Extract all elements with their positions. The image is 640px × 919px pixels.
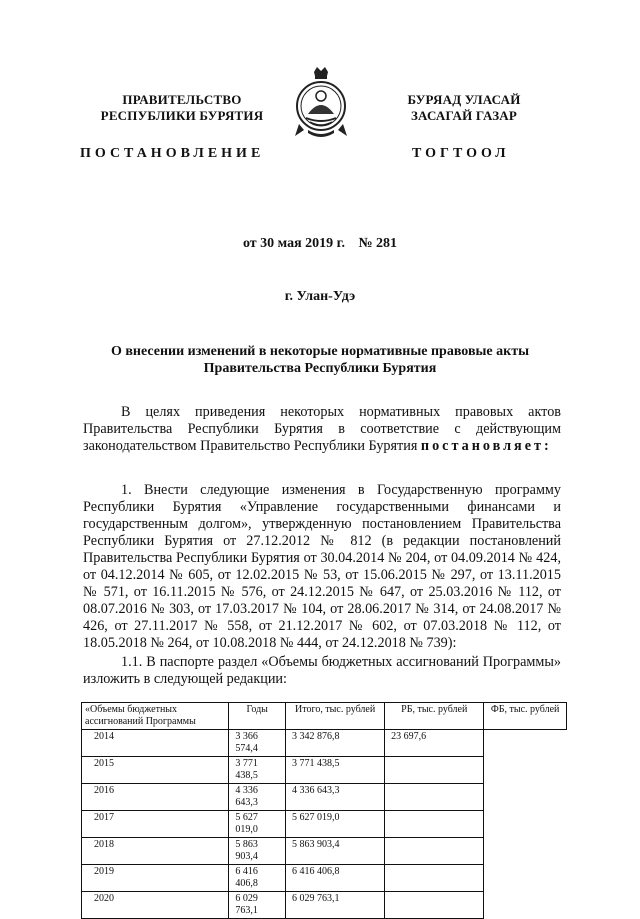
cell-fb <box>385 838 484 865</box>
table-row <box>82 865 567 892</box>
table-row <box>82 757 567 784</box>
table-row <box>82 811 567 838</box>
cell-year: 2017 <box>82 811 229 838</box>
paragraph-preamble-text: В целях приведения некоторых нормативных правовых актов Правительства Республики Бурятия в соответствие с действующим законодательством Правительство Республики Бурятия <box>83 404 561 454</box>
cell-rb: 3 771 438,5 <box>286 757 385 784</box>
coat-of-arms-icon <box>294 66 348 146</box>
header-right-line: ЗАСАГАЙ ГАЗАР <box>410 108 518 123</box>
resolution-keyword: постановляет: <box>420 438 552 454</box>
table-row <box>82 784 567 811</box>
cell-total: 5 863 903,4 <box>229 838 286 865</box>
cell-total: 6 416 406,8 <box>229 865 286 892</box>
header-right <box>366 92 562 124</box>
paragraph-preamble <box>83 404 561 455</box>
cell-fb <box>385 784 484 811</box>
cell-fb <box>385 757 484 784</box>
cell-total: 4 336 643,3 <box>229 784 286 811</box>
cell-year: 2016 <box>82 784 229 811</box>
table-label-cell: «Объемы бюджетных ассигнований Программы <box>82 703 229 730</box>
header-right-line: БУРЯАД УЛАСАЙ <box>407 92 521 107</box>
header-left-line: РЕСПУБЛИКИ БУРЯТИЯ <box>100 108 264 123</box>
cell-year: 2015 <box>82 757 229 784</box>
decree-date: от 30 мая 2019 г. <box>242 236 345 251</box>
header-total: Итого, тыс. рублей <box>286 703 385 730</box>
decree-date-line <box>0 236 640 252</box>
cell-total: 6 029 763,1 <box>229 892 286 919</box>
cell-year: 2019 <box>82 865 229 892</box>
city-name: г. Улан-Удэ <box>284 289 356 304</box>
cell-rb: 6 029 763,1 <box>286 892 385 919</box>
cell-fb <box>385 811 484 838</box>
decree-number: № 281 <box>358 236 398 251</box>
cell-rb: 5 863 903,4 <box>286 838 385 865</box>
header-left <box>92 92 272 124</box>
budget-table <box>81 702 567 919</box>
table-header-row <box>82 703 567 730</box>
header-fb: ФБ, тыс. рублей <box>484 703 567 730</box>
cell-year: 2018 <box>82 838 229 865</box>
cell-rb: 3 342 876,8 <box>286 730 385 757</box>
cell-total: 3 366 574,4 <box>229 730 286 757</box>
table-row <box>82 892 567 919</box>
document-title: О внесении изменений в некоторые нормативные правовые акты Правительства Республики Бурятия <box>110 344 530 376</box>
paragraph-item-1-1: 1.1. В паспорте раздел «Объемы бюджетных ассигнований Программы» изложить в следующей редакции: <box>83 654 561 687</box>
cell-rb: 5 627 019,0 <box>286 811 385 838</box>
table-row <box>82 730 567 757</box>
decree-title-ru: ПОСТАНОВЛЕНИЕ <box>80 146 265 161</box>
cell-fb: 23 697,6 <box>385 730 484 757</box>
header-left-line: ПРАВИТЕЛЬСТВО <box>122 92 242 107</box>
decree-title-bua: ТОГТООЛ <box>412 146 510 161</box>
header-rb: РБ, тыс. рублей <box>385 703 484 730</box>
cell-year: 2014 <box>82 730 229 757</box>
cell-fb <box>385 865 484 892</box>
header-year: Годы <box>229 703 286 730</box>
cell-rb: 4 336 643,3 <box>286 784 385 811</box>
table-row <box>82 838 567 865</box>
cell-fb <box>385 892 484 919</box>
cell-total: 3 771 438,5 <box>229 757 286 784</box>
cell-rb: 6 416 406,8 <box>286 865 385 892</box>
cell-total: 5 627 019,0 <box>229 811 286 838</box>
paragraph-item-1: 1. Внести следующие изменения в Государственную программу Республики Бурятия «Управление государственными финансами и государственным долгом», утвержденную постановлением Правительства Республики Бурятия от 27.12.2012 № 812 (в редакции постановлений Правительства Республики Бурятия от 30.04.2014 № 204, от 04.09.2014 № 424, от 04.12.2014 № 605, от 12.02.2015 № 53, от 15.06.2015 № 297, от 13.11.2015 № 571, от 16.11.2015 № 576, от 24.12.2015 № 647, от 25.03.2016 № 112, от 08.07.2016 № 303, от 17.03.2017 № 104, от 28.06.2017 № 314, от 24.08.2017 № 426, от 27.11.2017 № 558, от 21.12.2017 № 602, от 07.03.2018 № 112, от 18.05.2018 № 264, от 10.08.2018 № 444, от 24.12.2018 № 739): <box>83 482 561 651</box>
cell-year: 2020 <box>82 892 229 919</box>
